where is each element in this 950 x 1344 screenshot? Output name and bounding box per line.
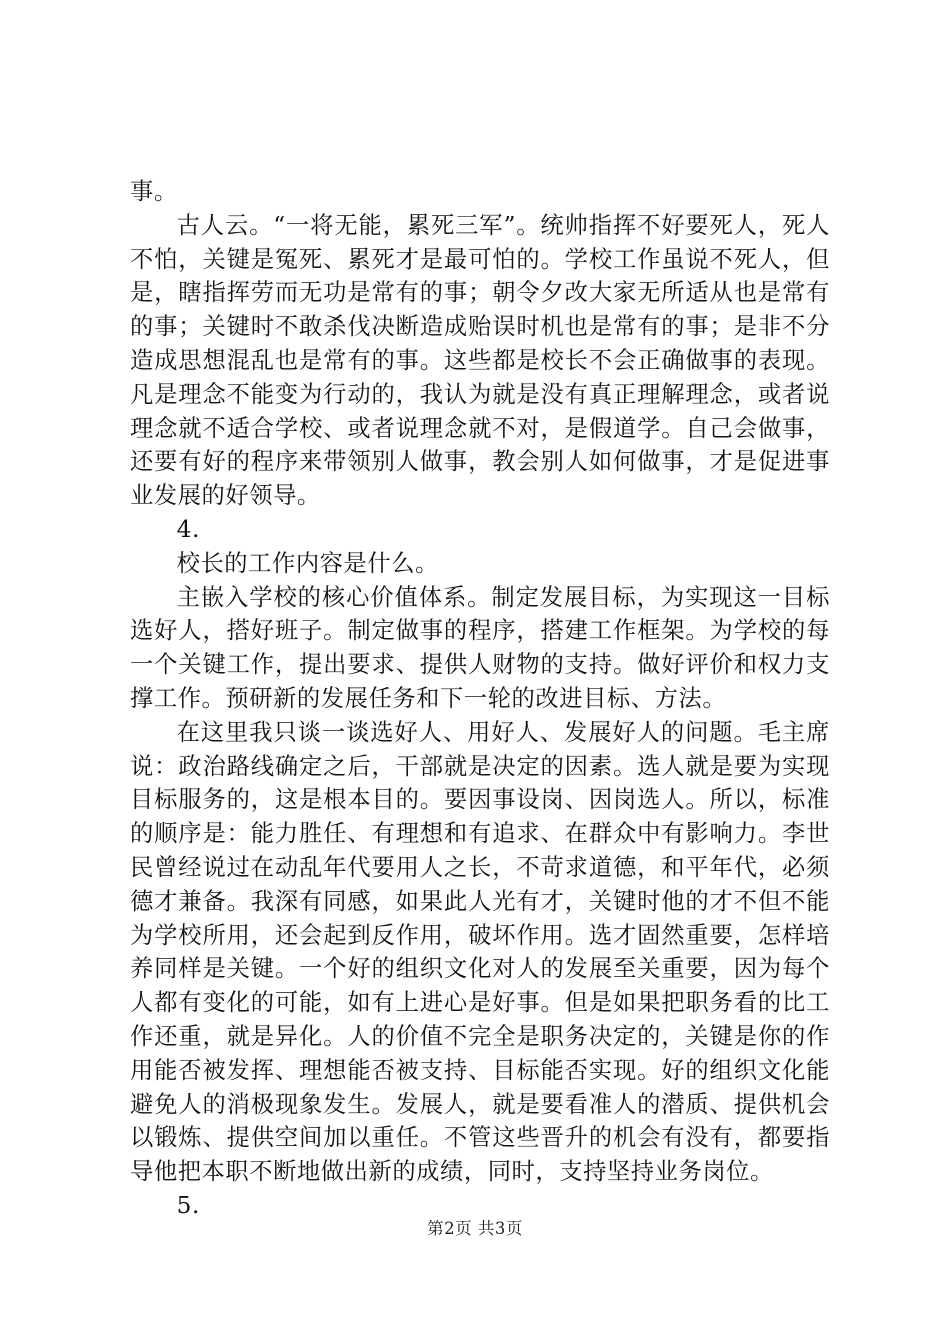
document-body bbox=[130, 175, 830, 1223]
page-footer: 第2页 共3页 bbox=[427, 1219, 523, 1238]
section-number-5: 5. bbox=[176, 1191, 200, 1219]
paragraph-3: 主嵌入学校的核心价值体系。制定发展目标，为实现这一目标选好人，搭好班子。制定做事的程序，搭建工作框架。为学校的每一个关键工作，提出要求、提供人财物的支持。做好评价和权力支撑工作。预研新的发展任务和下一轮的改进目标、方法。 bbox=[130, 583, 830, 712]
paragraph-2: 古人云。“一将无能，累死三军”。统帅指挥不好要死人，死人不怕，关键是冤死、累死才是最可怕的。学校工作虽说不死人，但是，瞎指挥劳而无功是常有的事；朝令夕改大家无所适从也是常有的事；关键时不敢杀伐决断造成贻误时机也是常有的事；是非不分造成思想混乱也是常有的事。这些都是校长不会正确做事的表现。凡是理念不能变为行动的，我认为就是没有真正理解理念，或者说理念就不适合学校、或者说理念就不对，是假道学。自己会做事，还要有好的程序来带领别人做事，教会别人如何做事，才是促进事业发展的好领导。 bbox=[130, 211, 830, 510]
section-heading: 校长的工作内容是什么。 bbox=[176, 549, 439, 577]
section-number-4: 4. bbox=[176, 515, 200, 543]
paragraph-4: 在这里我只谈一谈选好人、用好人、发展好人的问题。毛主席说：政治路线确定之后，干部就是决定的因素。选人就是要为实现目标服务的，这是根本目的。要因事设岗、因岗选人。所以，标准的顺序是：能力胜任、有理想和有追求、在群众中有影响力。李世民曾经说过在动乱年代要用人之长，不苛求道德，和平年代，必须德才兼备。我深有同感，如果此人光有才，关键时他的才不但不能为学校所用，还会起到反作用，破坏作用。选才固然重要，怎样培养同样是关键。一个好的组织文化对人的发展至关重要，因为每个人都有变化的可能，如有上进心是好事。但是如果把职务看的比工作还重，就是异化。人的价值不完全是职务决定的，关键是你的作用能否被发挥、理想能否被支持、目标能否实现。好的组织文化能避免人的消极现象发生。发展人，就是要看准人的潜质、提供机会以锻炼、提供空间加以重任。不管这些晋升的机会有没有，都要指导他把本职不断地做出新的成绩，同时，支持坚持业务岗位。 bbox=[130, 718, 830, 1186]
paragraph-1: 事。 bbox=[130, 178, 178, 205]
